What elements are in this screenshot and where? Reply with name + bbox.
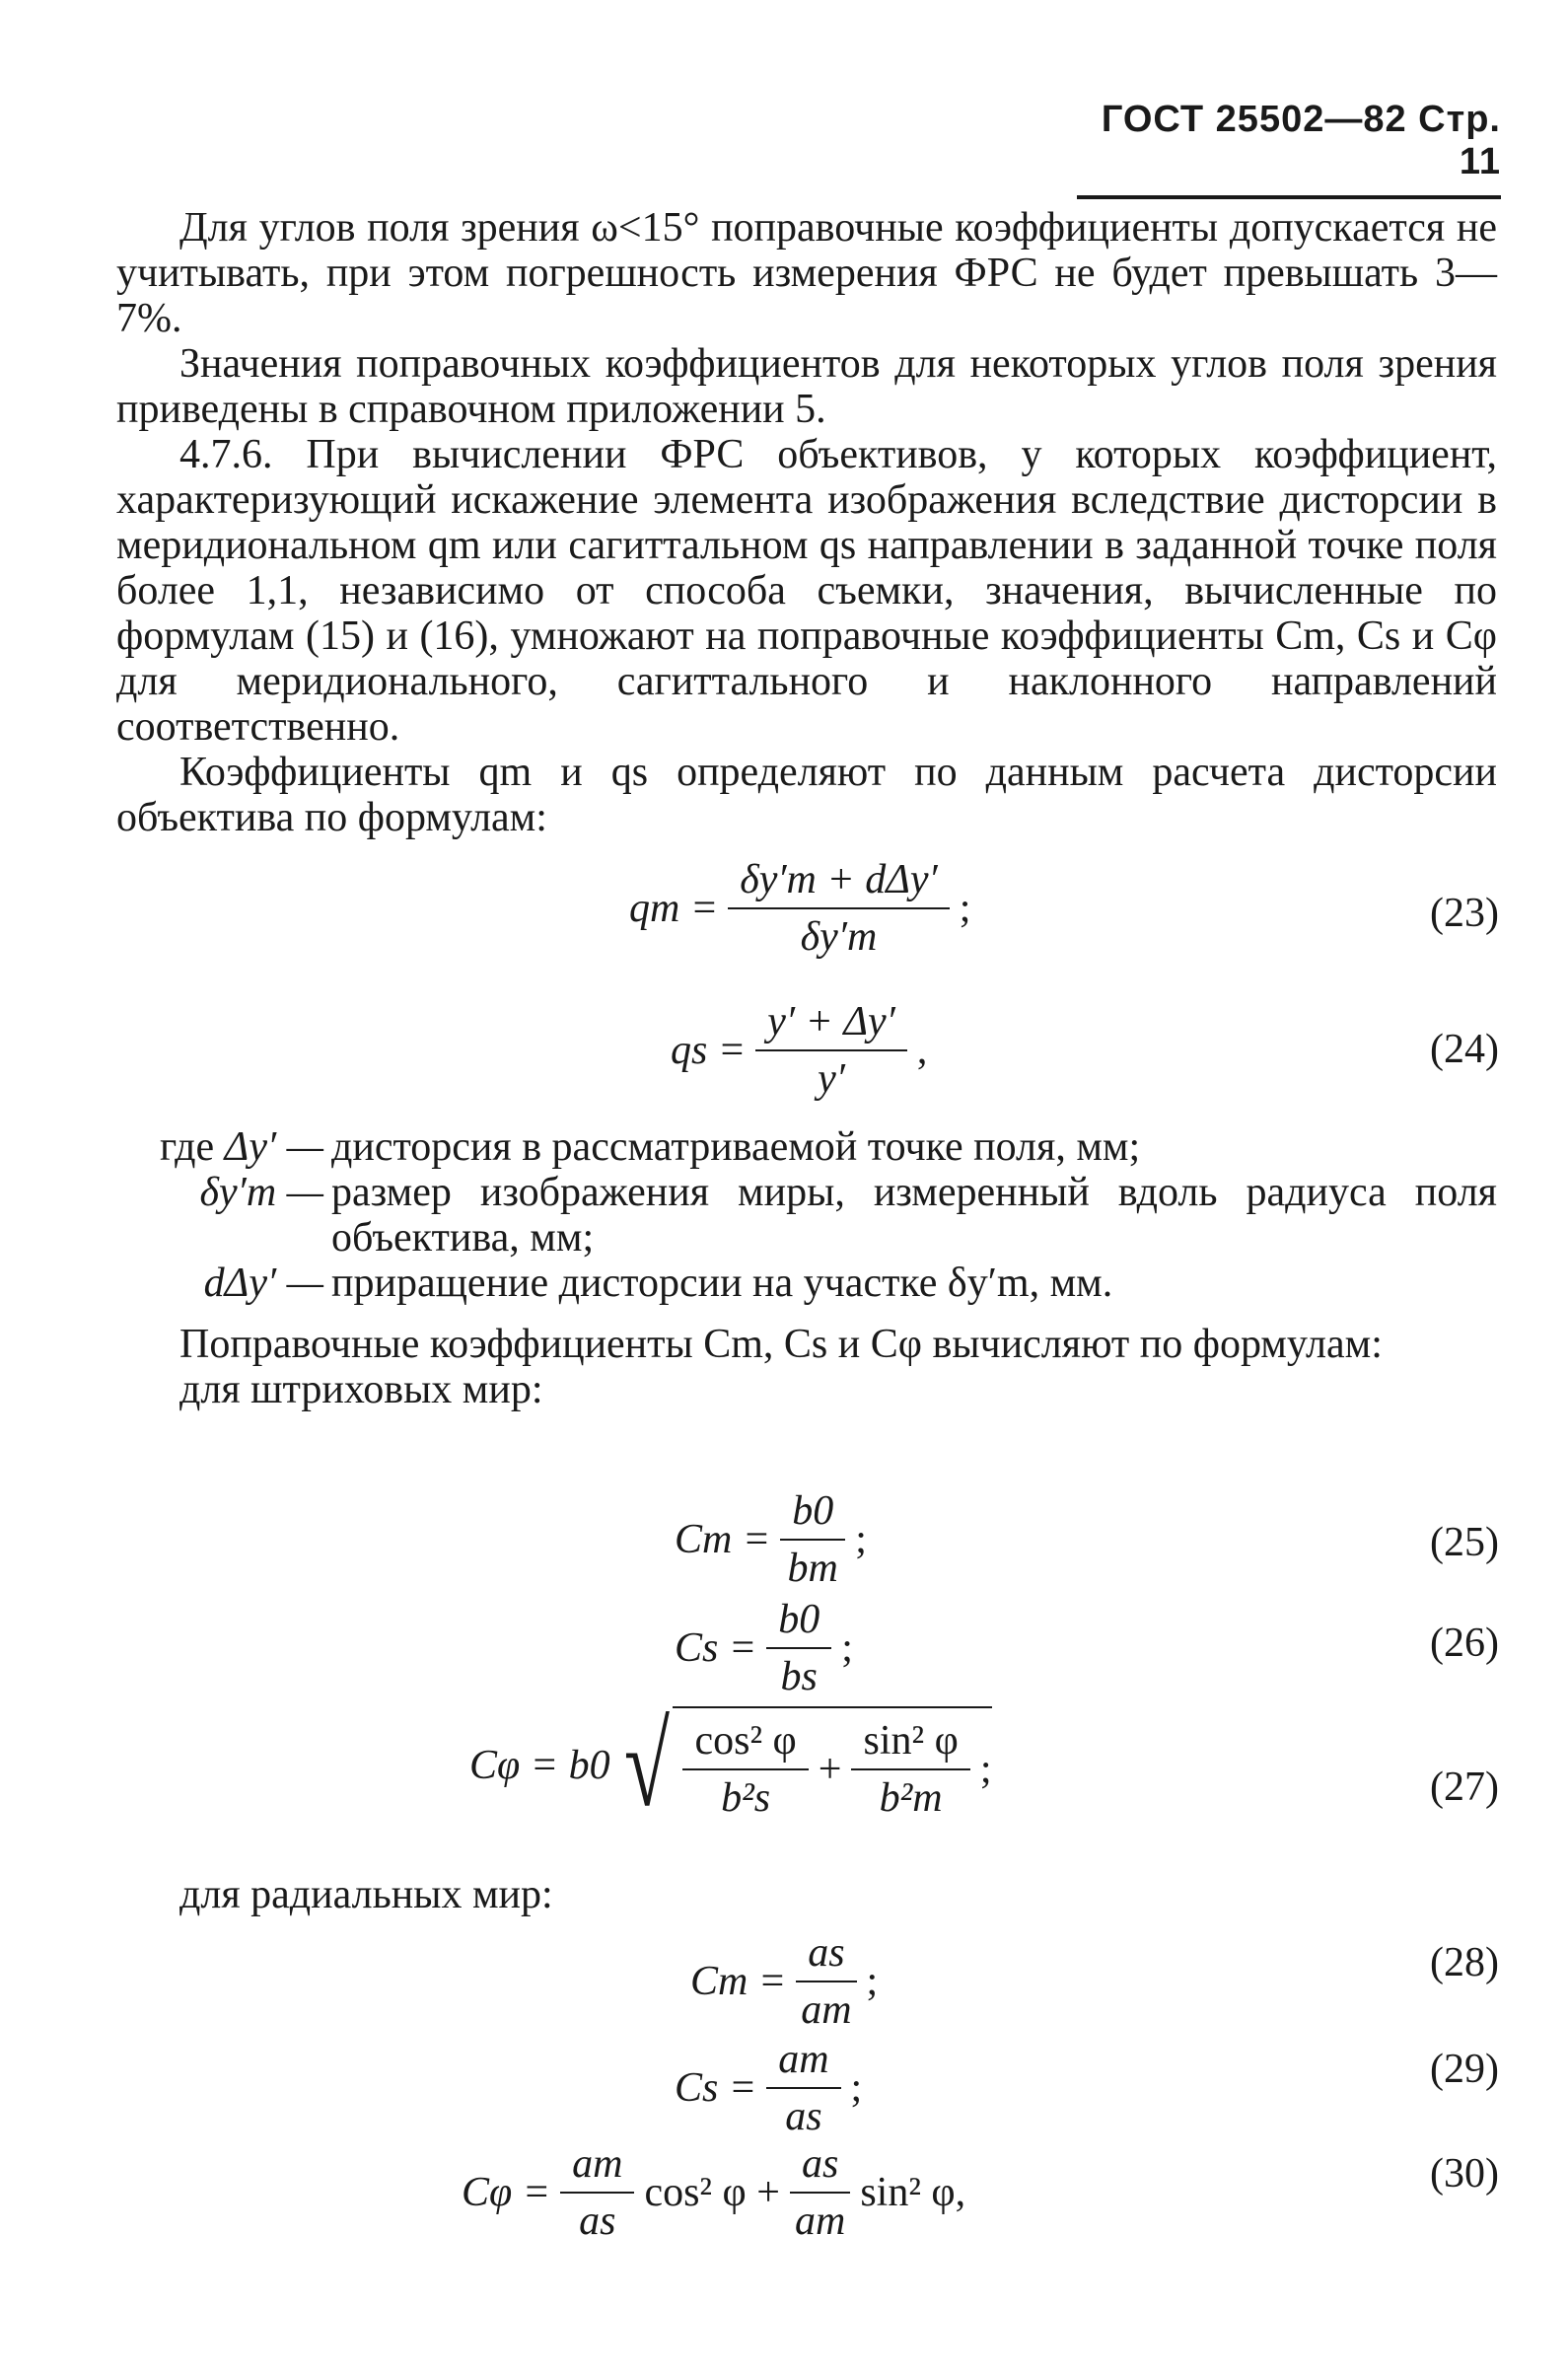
eq28-tail: ; <box>866 1959 879 2004</box>
eq24-number: (24) <box>1430 1027 1499 1072</box>
eq28-lhs: Cm = <box>690 1959 787 2004</box>
eq27-plus: + <box>818 1747 842 1792</box>
eq28-number: (28) <box>1430 1940 1499 1985</box>
where-lead: где <box>160 1124 215 1170</box>
eq25-lhs: Cm = <box>675 1517 771 1562</box>
eq29-denominator: as <box>785 2094 822 2139</box>
eq30-fraction-2 <box>790 2140 850 2245</box>
eq30-denominator-2: am <box>794 2198 846 2244</box>
eq24-lhs: qs = <box>671 1028 747 1073</box>
body-text-middle <box>116 1322 1497 1412</box>
paragraph-correction-coefficients: Поправочные коэффициенты Cm, Cs и Cφ вычисляют по формулам: <box>179 1322 1383 1367</box>
sqrt-sign-icon: √ <box>623 1699 670 1831</box>
eq27-denominator-2: b²m <box>879 1775 943 1821</box>
eq27-fraction-2 <box>851 1717 969 1822</box>
eq23-number: (23) <box>1430 891 1499 936</box>
eq25-numerator: b0 <box>780 1487 845 1541</box>
eq27-radicand <box>673 1706 991 1825</box>
eq23-lhs: qm = <box>629 886 719 931</box>
eq29-lhs: Cs = <box>675 2065 757 2111</box>
eq30-denominator-1: as <box>579 2198 616 2244</box>
eq29-number: (29) <box>1430 2047 1499 2092</box>
where-row-1 <box>116 1124 1497 1170</box>
eq26-numerator: b0 <box>766 1596 831 1649</box>
where-symbol-1: где Δy′ — <box>160 1124 323 1170</box>
eq27-lhs: Cφ = b0 <box>469 1743 610 1788</box>
eq29-fraction <box>766 2036 840 2140</box>
eq26-denominator: bs <box>780 1654 818 1699</box>
eq23-tail: ; <box>959 886 971 931</box>
eq24-tail: , <box>916 1028 928 1073</box>
paragraph-radial-targets: для радиальных мир: <box>179 1872 553 1917</box>
where-desc-1: дисторсия в рассматриваемой точке поля, мм; <box>331 1124 1141 1170</box>
eq24-numerator: y′ + Δy′ <box>755 998 907 1051</box>
running-head: ГОСТ 25502—82 Стр. 11 <box>1077 99 1501 199</box>
eq26-fraction <box>766 1596 831 1700</box>
eq26-number: (26) <box>1430 1621 1499 1666</box>
paragraph-appendix-reference: Значения поправочных коэффициентов для некоторых углов поля зрения приведены в справочном приложении 5. <box>116 341 1497 432</box>
equation-26 <box>675 1596 853 1700</box>
equation-24 <box>671 998 927 1103</box>
eq28-fraction <box>796 1929 856 2034</box>
eq27-fraction-1 <box>682 1717 808 1822</box>
where-desc-3: приращение дисторсии на участке δy′m, мм. <box>331 1261 1113 1306</box>
equation-23 <box>629 856 970 961</box>
eq23-numerator: δy′m + dΔy′ <box>728 856 950 909</box>
eq23-denominator: δy′m <box>800 914 878 960</box>
eq27-denominator-1: b²s <box>721 1775 771 1821</box>
eq30-middle: cos² φ + <box>644 2170 780 2215</box>
paragraph-coefficients-q: Коэффициенты qm и qs определяют по данным расчета дисторсии объектива по формулам: <box>116 750 1497 840</box>
eq27-numerator-1: cos² φ <box>682 1717 808 1770</box>
equation-27 <box>469 1699 992 1831</box>
eq26-tail: ; <box>841 1625 853 1671</box>
eq30-fraction-1 <box>560 2140 634 2245</box>
where-row-3 <box>116 1261 1497 1306</box>
eq27-numerator-2: sin² φ <box>851 1717 969 1770</box>
equation-29 <box>675 2036 862 2140</box>
equation-28 <box>690 1929 878 2034</box>
where-list <box>116 1124 1497 1306</box>
eq25-tail: ; <box>855 1517 867 1562</box>
eq29-numerator: am <box>766 2036 840 2089</box>
where-row-2 <box>116 1170 1497 1261</box>
eq27-number: (27) <box>1430 1765 1499 1810</box>
equation-30 <box>462 2140 965 2245</box>
eq30-numerator-2: as <box>790 2140 850 2194</box>
eq30-number: (30) <box>1430 2151 1499 2197</box>
equation-25 <box>675 1487 867 1592</box>
eq28-numerator: as <box>796 1929 856 1982</box>
eq30-numerator-1: am <box>560 2140 634 2194</box>
eq25-number: (25) <box>1430 1520 1499 1565</box>
eq25-fraction <box>780 1487 845 1592</box>
eq28-denominator: am <box>801 1987 852 2033</box>
paragraph-field-angle: Для углов поля зрения ω<15° поправочные коэффициенты допускается не учитывать, при этом погрешность измерения ФРС не будет превышать 3—7%. <box>116 205 1497 341</box>
body-text-top <box>116 205 1497 840</box>
eq26-lhs: Cs = <box>675 1625 757 1671</box>
eq27-sqrt <box>614 1699 992 1831</box>
eq24-denominator: y′ <box>818 1056 845 1102</box>
paragraph-line-targets: для штриховых мир: <box>179 1367 543 1412</box>
body-text-radial <box>116 1872 1497 1917</box>
where-symbol-3: dΔy′ — <box>203 1261 323 1306</box>
eq30-lhs: Cφ = <box>462 2170 551 2215</box>
where-symbol-2: δy′m — <box>199 1170 323 1215</box>
eq25-denominator: bm <box>787 1546 838 1591</box>
eq24-fraction <box>755 998 907 1103</box>
eq30-tail: sin² φ, <box>860 2170 966 2215</box>
eq23-fraction <box>728 856 950 961</box>
eq27-tail: ; <box>979 1747 992 1792</box>
paragraph-4-7-6: 4.7.6. При вычислении ФРС объективов, у которых коэффициент, характеризующий искажение элемента изображения вследствие дисторсии в меридиональном qm или сагиттальном qs направлении в заданной точке поля более 1,1, независимо от способа съемки, значения, вычисленные по формулам (15) и (16), умножают на поправочные коэффициенты Cm, Cs и Cφ для меридионального, сагиттального и наклонного направлений соответственно. <box>116 432 1497 750</box>
eq29-tail: ; <box>850 2065 863 2111</box>
where-desc-2: размер изображения миры, измеренный вдоль радиуса поля объектива, мм; <box>331 1170 1497 1261</box>
